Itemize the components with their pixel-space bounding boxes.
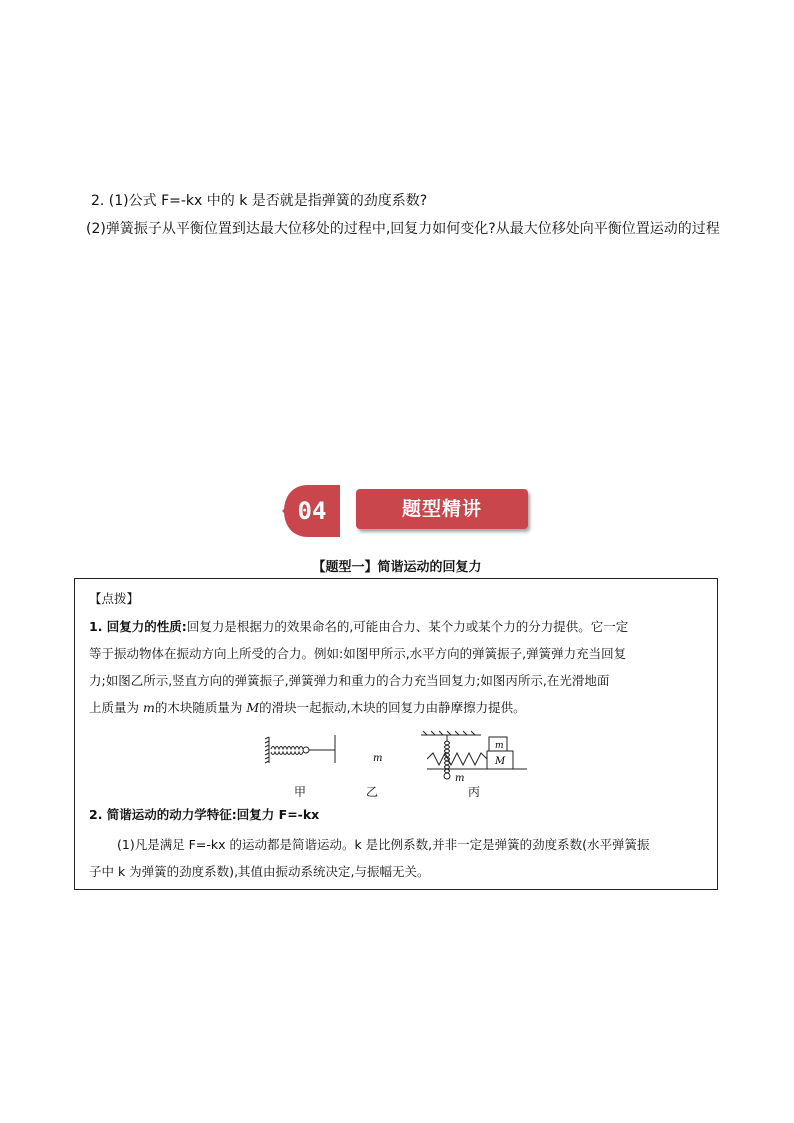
tip-p2-title: 2. 简谐运动的动力学特征:回复力 F=-kx [89, 807, 320, 822]
figure-caption-c: 丙 [468, 785, 481, 799]
tip-p1-line2: 等于振动物体在振动方向上所受的合力。例如:如图甲所示,水平方向的弹簧振子,弹簧弹力充当回复 [89, 646, 627, 661]
tip-p1-line4-c: 的滑块一起振动,木块的回复力由静摩擦力提供。 [259, 700, 526, 715]
figure-mass-b: m [455, 773, 465, 784]
tip-p2-line1: (1)凡是满足 F=-kx 的运动都是简谐运动。k 是比例系数,并非一定是弹簧的劲度系数(水平弹簧振 [117, 837, 650, 852]
figure-block-small: m [495, 741, 504, 751]
tip-p1-line4-m: m [142, 700, 155, 715]
tip-heading: 【点拨】 [89, 591, 140, 606]
section-number: 04 [297, 497, 327, 525]
tip-p1-line4-M: M [246, 700, 260, 715]
question-line-2: (2)弹簧振子从平衡位置到达最大位移处的过程中,回复力如何变化?从最大位移处向平衡位置运动的过程 [86, 221, 720, 237]
stacked-blocks-icon [427, 729, 537, 779]
figure-caption-a: 甲 [294, 785, 307, 799]
tip-p1-line1-rest: 回复力是根据力的效果命名的,可能由合力、某个力或某个力的分力提供。它一定 [186, 619, 629, 634]
question-line-1: 2. (1)公式 F=-kx 中的 k 是否就是指弹簧的劲度系数? [91, 193, 428, 209]
figure-mass-a: m [373, 753, 383, 764]
tip-p1-line3: 力;如图乙所示,竖直方向的弹簧振子,弹簧弹力和重力的合力充当回复力;如图丙所示,在光滑地面 [89, 673, 610, 688]
figure-block-big: M [495, 756, 506, 767]
section-banner [282, 481, 532, 539]
tip-p1-line4 [89, 698, 526, 716]
tip-p1-line4-a: 上质量为 [89, 700, 143, 715]
tip-p1-line1 [89, 617, 628, 635]
tip-p2-line2: 子中 k 为弹簧的劲度系数),其值由振动系统决定,与振幅无关。 [89, 864, 430, 879]
tip-p1-line4-b: 的木块随质量为 [154, 700, 247, 715]
figure-caption-b: 乙 [366, 785, 379, 799]
tip-box [74, 578, 718, 890]
topic-title: 【题型一】简谐运动的回复力 [312, 560, 482, 575]
section-title: 题型精讲 [401, 498, 482, 520]
section-title-box [356, 489, 528, 529]
tip-p1-lead: 1. 回复力的性质: [89, 619, 187, 634]
